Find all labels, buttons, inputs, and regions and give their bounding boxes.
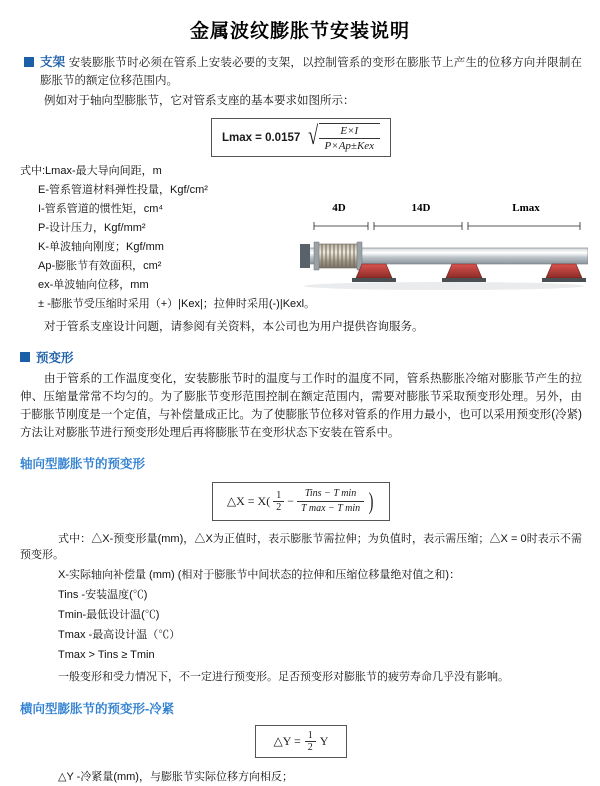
axial-notes-list bbox=[20, 531, 582, 685]
section-heading-support: 支架 bbox=[40, 55, 66, 69]
axial-note: Tins -安装温度(℃) bbox=[58, 589, 148, 601]
blue-square-icon bbox=[20, 352, 30, 362]
section-support-example: 例如对于轴向型膨胀节，它对管系支座的基本要求如图所示： bbox=[44, 95, 355, 107]
section-support-text: 安装膨胀节时必须在管系上安装必要的支架，以控制管系的变形在膨胀节上产生的位移方向并限制在膨胀节的额定位移范围内。 bbox=[40, 57, 582, 87]
formula-dx-frac: Tins − T min T max − T min bbox=[297, 488, 364, 515]
axial-note: Tmax -最高设计温（℃） bbox=[58, 629, 181, 641]
formula-lmax bbox=[20, 118, 582, 157]
formula-lmax-denominator: P×Ap±Kex bbox=[324, 140, 375, 152]
axial-note: 式中：△X-预变形量(mm)，△X为正值时，表示膨胀节需拉伸；为负值时，表示需压缩；△X = 0时表示不需预变形。 bbox=[20, 533, 582, 561]
legend-item: E-管系管道材料弹性投量，Kgf/cm² bbox=[38, 184, 208, 196]
axial-note: X-实际轴向补偿量 (mm) (相对于膨胀节中间状态的拉伸和压缩位移量绝对值之和)： bbox=[58, 569, 461, 581]
lateral-note: △Y -冷紧量(mm)，与膨胀节实际位移方向相反； bbox=[58, 771, 293, 783]
legend-item: I-管系管道的惯性矩，cm⁴ bbox=[38, 203, 164, 215]
formula-delta-y bbox=[20, 725, 582, 758]
guide-support bbox=[442, 264, 486, 282]
legend-item: P-设计压力，Kgf/mm² bbox=[38, 222, 146, 234]
diagram-label-14d: 14D bbox=[411, 202, 431, 214]
diagram-label-lmax: Lmax bbox=[512, 202, 540, 214]
anchor-block bbox=[300, 244, 310, 268]
formula-dy-half: $\frac{1}{2}$ bbox=[305, 730, 316, 753]
diagram-shadow bbox=[304, 282, 584, 290]
formula-lmax-lhs: Lmax = 0.0157 bbox=[221, 131, 301, 144]
guide-support bbox=[542, 264, 586, 282]
section-heading-predeformation-row bbox=[20, 348, 582, 366]
section-heading-predeformation: 预变形 bbox=[36, 351, 74, 365]
formula-dx-minus: − bbox=[287, 494, 294, 508]
predeformation-paragraph: 由于管系的工作温度变化，安装膨胀节时的温度与工作时的温度不同，管系热膨胀冷缩对膨胀节产生的拉伸、压缩量常常不均匀的。为了膨胀节变形范围控制在额定范围内，需要对膨胀节采取预变形处理。另外，由于膨胀节刚度是一个定值，与补偿量成正比。为了使膨胀节位移对管系的作用力最小，也可以采用预变形(冷紧)方法让对膨胀节进行预变形处理后再将膨胀节在变形状态下安装在管系中。 bbox=[20, 373, 582, 439]
axial-note: Tmin-最低设计温(℃) bbox=[58, 609, 160, 621]
subheading-axial-predeformation: 轴向型膨胀节的预变形 bbox=[20, 457, 146, 471]
formula-dy-lhs: △Y = bbox=[273, 734, 301, 748]
formula-lmax-numerator: E×I bbox=[319, 125, 381, 139]
legend-item: K-单波轴向刚度；Kgf/mm bbox=[38, 241, 164, 253]
pipe-support-diagram bbox=[300, 202, 588, 306]
formula-dx-rhs: ) bbox=[368, 488, 374, 515]
legend-item: Ap-膨胀节有效面积，cm² bbox=[38, 260, 162, 272]
axial-note: 一般变形和受力情况下，不一定进行预变形。足否预变形对膨胀节的疲劳寿命几乎没有影响。 bbox=[58, 671, 509, 683]
legend-item: ex-单波轴向位移，mm bbox=[38, 279, 149, 291]
radical-icon: √ bbox=[308, 121, 319, 150]
page-title: 金属波纹膨胀节安装说明 bbox=[189, 21, 410, 42]
section-support-intro bbox=[20, 53, 582, 90]
diagram-label-4d: 4D bbox=[332, 202, 346, 214]
document-body bbox=[0, 53, 600, 786]
subheading-lateral-predeformation: 横向型膨胀节的预变形-冷紧 bbox=[20, 702, 175, 716]
formula-dx-lhs: △X = X( bbox=[226, 494, 271, 508]
diagram-dimension-labels bbox=[300, 202, 588, 214]
axial-note: Tmax > Tins ≥ Tmin bbox=[58, 649, 155, 661]
diagram-svg bbox=[300, 220, 588, 306]
support-closing-text: 对于管系支座设计问题，请参阅有关资料，本公司也为用户提供咨询服务。 bbox=[44, 321, 424, 333]
bellows-expansion-joint bbox=[314, 242, 362, 270]
legend-item: 式中:Lmax-最大导向间距，m bbox=[20, 165, 162, 177]
formula-lmax-radical bbox=[306, 123, 380, 152]
document-page bbox=[0, 16, 600, 783]
dimension-lines bbox=[314, 222, 580, 230]
blue-square-icon bbox=[24, 57, 34, 67]
formula-dx-half: 1 2 bbox=[273, 490, 284, 513]
legend-item: ± -膨胀节受压缩时采用（+）|Kex|；拉伸时采用(-)|Kexl。 bbox=[38, 298, 316, 310]
formula-dy-rhs: Y bbox=[319, 734, 329, 748]
formula-delta-x bbox=[20, 482, 582, 521]
